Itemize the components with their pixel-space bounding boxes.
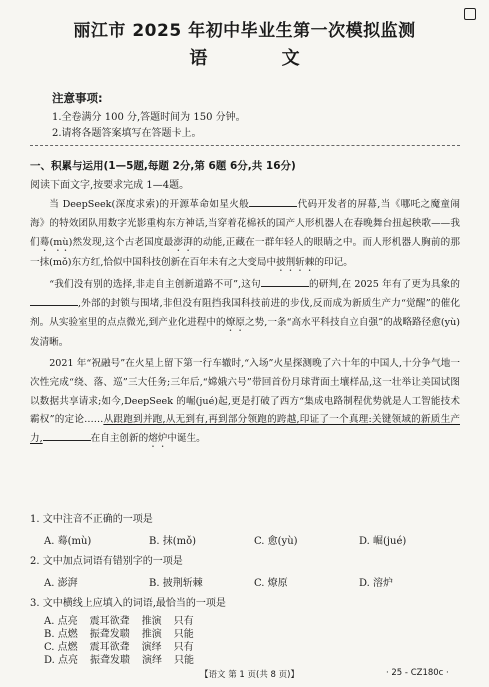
option-a[interactable]: A. 点亮 震耳欲聋 推演 只有 — [44, 616, 194, 627]
reading-passage — [30, 196, 460, 453]
question-options — [44, 574, 464, 589]
option-b[interactable]: B. 抹(mǒ) — [149, 536, 197, 547]
answer-blank — [249, 196, 297, 207]
answer-blank — [43, 430, 91, 441]
question-stem: 1. 文中注音不正确的一项是 — [30, 514, 153, 525]
page-number: 【语文 第 1 页(共 8 页)】 — [200, 670, 299, 680]
answer-blank — [30, 295, 78, 306]
question-stem: 2. 文中加点词语有错别字的一项是 — [30, 556, 183, 567]
answer-blank — [261, 276, 309, 287]
option-c[interactable]: C. 燎原 — [254, 578, 288, 589]
notice-heading: 注意事项: — [52, 91, 103, 105]
option-c[interactable]: C. 点燃 震耳欲聋 演绎 只有 — [44, 642, 194, 653]
option-d[interactable]: D. 崛(jué) — [359, 536, 407, 547]
question-options — [44, 532, 464, 547]
option-d[interactable]: D. 溶炉 — [359, 578, 394, 589]
notice-item: 1.全卷满分 100 分,答题时间为 150 分钟。 — [52, 112, 246, 123]
exam-title: 丽江市 2025 年初中毕业生第一次模拟监测 — [73, 21, 416, 41]
notice-item: 2.请将各题答案填写在答题卡上。 — [52, 128, 202, 139]
passage-paragraph: 2021 年“祝融号”在火星上留下第一行车辙时,“入场”火星探测晚了六十年的中国人,十分争气地一次性完成“绕、落、巡”三大任务;三年后,“嫦娥六号”带回首份月球背面土壤样品,这一壮举让美国试图以数据共享请求;如今,DeepSeek 的崛(jué)起,更是打破了西方“集成电路制程优势就是人工智能技术霸权”的定论……从跟跑到并跑,从无到有,再到部分领跑的跨越,印证了一个真理:关键领域的新质生产力, 在自主创新的熔炉中诞生。 — [30, 357, 460, 445]
option-b[interactable]: B. 披荆斩棘 — [149, 578, 203, 589]
exam-code: · 25 - CZ180c · — [386, 668, 449, 678]
option-d[interactable]: D. 点亮 振聋发聩 演绎 只能 — [44, 655, 195, 666]
option-a[interactable]: A. 蓦(mù) — [44, 536, 92, 547]
passage-paragraph: 当 DeepSeek(深度求索)的开源革命如星火般 代码开发者的屏幕,当《哪吒之魔童闹海》的特效团队用数字光影重构东方神话,当穿着花棉袄的国产人形机器人在春晚舞台扭起秧歌——我们蓦(mù)然发现,这个古老国度最澎湃的动能,正藏在一群年轻人的眼睛之中。而人形机器人胸前的那一抹(mǒ)东方红,恰似中国科技创新在百年未有之大变局中披荆斩棘的印记。 — [30, 196, 460, 274]
dashed-divider — [30, 145, 460, 146]
section-intro: 阅读下面文字,按要求完成 1—4题。 — [30, 180, 190, 191]
subject-title: 语 文 — [189, 48, 334, 69]
passage-paragraph: “我们没有别的选择,非走自主创新道路不可”,这句 的研判,在 2025 年有了更为具象的,外部的封锁与围堵,非但没有阻挡我国科技前进的步伐,反而成为新质生产力“觉醒”的催化剂。从实验室里的点点微光,到产业化进程中的燎原之势,一条“高水平科技自立自强”的战略路径愈(yù)发清晰。 — [30, 276, 460, 352]
question-stem: 3. 文中横线上应填入的词语,最恰当的一项是 — [30, 598, 226, 609]
option-b[interactable]: B. 点燃 振聋发聩 推演 只能 — [44, 629, 194, 640]
option-a[interactable]: A. 澎湃 — [44, 578, 78, 589]
section-heading: 一、积累与运用(1—5题,每题 2分,第 6题 6分,共 16分) — [30, 160, 296, 172]
option-c[interactable]: C. 愈(yù) — [254, 536, 298, 547]
